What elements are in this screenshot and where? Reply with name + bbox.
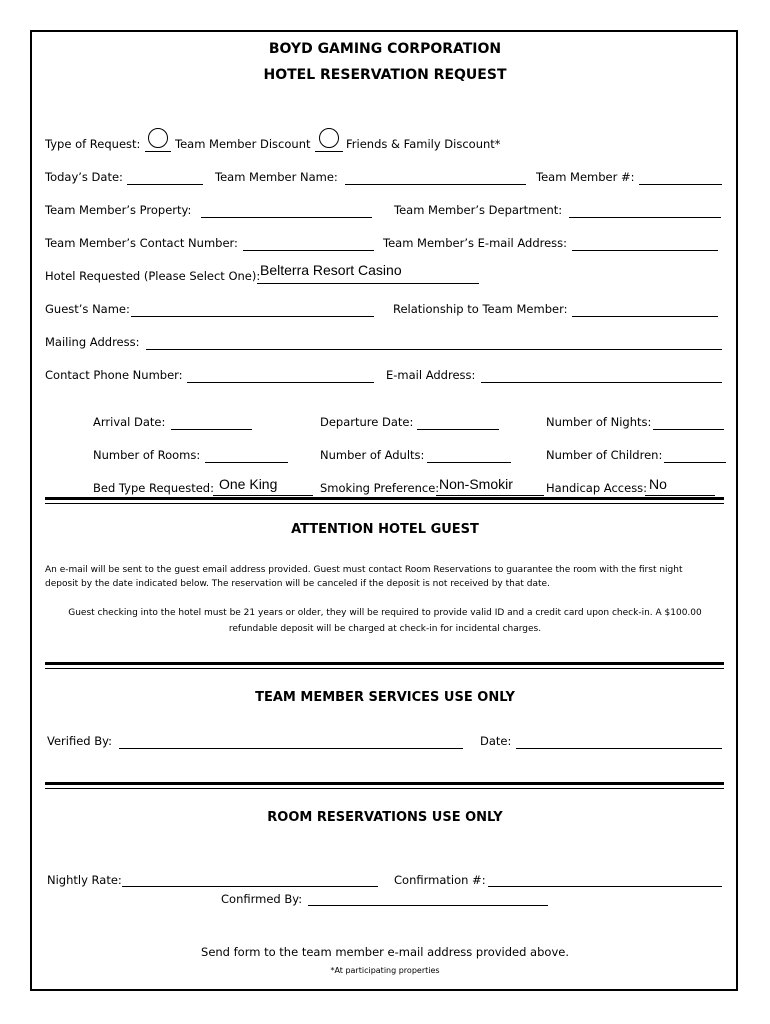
form-title: HOTEL RESERVATION REQUEST: [263, 67, 507, 83]
bed-type-field[interactable]: One King: [219, 476, 278, 492]
smoking-field[interactable]: Non-Smokir: [439, 476, 513, 492]
company-title: BOYD GAMING CORPORATION: [268, 41, 502, 57]
verified-by-field[interactable]: [119, 748, 463, 749]
handicap-line: [645, 495, 715, 496]
adults-field[interactable]: [427, 462, 511, 463]
nightly-rate-label: Nightly Rate:: [47, 873, 122, 887]
contact-number-field[interactable]: [243, 250, 374, 251]
attention-text-1: An e-mail will be sent to the guest email address provided. Guest must contact Room Reservations to guarantee the room with the first night: [45, 565, 683, 575]
team-member-number-label: Team Member #:: [536, 170, 635, 184]
divider-thick: [45, 782, 724, 785]
team-member-name-field[interactable]: [345, 184, 526, 185]
divider-thin: [45, 788, 724, 789]
verified-by-label: Verified By:: [47, 734, 112, 748]
contact-number-label: Team Member’s Contact Number:: [45, 236, 238, 250]
rr-title: ROOM RESERVATIONS USE ONLY: [267, 810, 503, 825]
relationship-label: Relationship to Team Member:: [393, 302, 568, 316]
property-label: Team Member’s Property:: [45, 203, 192, 217]
relationship-field[interactable]: [572, 316, 718, 317]
nightly-rate-field[interactable]: [122, 886, 378, 887]
confirmed-by-label: Confirmed By:: [221, 892, 303, 906]
nights-field[interactable]: [653, 429, 724, 430]
rooms-label: Number of Rooms:: [93, 448, 201, 462]
confirmation-label: Confirmation #:: [394, 873, 486, 887]
arrival-date-field[interactable]: [171, 429, 252, 430]
rooms-field[interactable]: [205, 462, 288, 463]
team-member-number-field[interactable]: [639, 184, 722, 185]
guest-email-label: E-mail Address:: [386, 368, 476, 382]
todays-date-label: Today’s Date:: [45, 170, 123, 184]
attention-text-4: refundable deposit will be charged at check-in for incidental charges.: [228, 624, 542, 634]
children-label: Number of Children:: [546, 448, 663, 462]
attention-text-3: Guest checking into the hotel must be 21 years or older, they will be required to provide valid ID and a credit card upon check-in. A $100.00: [68, 608, 702, 618]
hotel-label: Hotel Requested (Please Select One):: [45, 269, 261, 283]
tms-date-label: Date:: [480, 734, 512, 748]
nights-label: Number of Nights:: [546, 415, 652, 429]
hotel-field[interactable]: Belterra Resort Casino: [260, 262, 402, 278]
friends-discount-label: Friends & Family Discount*: [346, 137, 501, 151]
send-form-note: Send form to the team member e-mail address provided above.: [201, 945, 569, 959]
friends-discount-radio[interactable]: [319, 128, 339, 148]
team-discount-radio[interactable]: [148, 128, 168, 148]
team-discount-line: [145, 151, 171, 152]
contact-phone-label: Contact Phone Number:: [45, 368, 183, 382]
team-member-name-label: Team Member Name:: [215, 170, 338, 184]
email-field[interactable]: [572, 250, 718, 251]
mailing-address-label: Mailing Address:: [45, 335, 140, 349]
divider-thick: [45, 497, 724, 500]
mailing-address-field[interactable]: [146, 349, 722, 350]
bed-type-line: [213, 495, 313, 496]
bed-type-label: Bed Type Requested:: [93, 481, 214, 495]
handicap-field[interactable]: No: [649, 476, 667, 492]
smoking-line: [436, 495, 544, 496]
guest-name-label: Guest’s Name:: [45, 302, 130, 316]
departure-date-label: Departure Date:: [320, 415, 414, 429]
hotel-line: [257, 283, 479, 284]
tms-date-field[interactable]: [516, 748, 722, 749]
friends-discount-line: [315, 151, 343, 152]
adults-label: Number of Adults:: [320, 448, 425, 462]
departure-date-field[interactable]: [417, 429, 499, 430]
property-field[interactable]: [201, 217, 372, 218]
participating-note: *At participating properties: [330, 966, 440, 975]
team-discount-label: Team Member Discount: [175, 137, 311, 151]
tms-title: TEAM MEMBER SERVICES USE ONLY: [255, 690, 515, 705]
contact-phone-field[interactable]: [187, 382, 374, 383]
smoking-label: Smoking Preference:: [320, 481, 440, 495]
email-label: Team Member’s E-mail Address:: [383, 236, 568, 250]
department-field[interactable]: [569, 217, 721, 218]
handicap-label: Handicap Access:: [546, 481, 648, 495]
divider-thin: [45, 668, 724, 669]
guest-name-field[interactable]: [131, 316, 374, 317]
arrival-date-label: Arrival Date:: [93, 415, 166, 429]
type-of-request-label: Type of Request:: [45, 137, 141, 151]
guest-email-field[interactable]: [481, 382, 722, 383]
confirmed-by-field[interactable]: [308, 905, 548, 906]
todays-date-field[interactable]: [127, 184, 203, 185]
divider-thick: [45, 662, 724, 665]
confirmation-field[interactable]: [488, 886, 722, 887]
attention-text-2: deposit by the date indicated below. The reservation will be canceled if the deposit is not received by that date.: [45, 579, 550, 589]
department-label: Team Member’s Department:: [394, 203, 563, 217]
children-field[interactable]: [664, 462, 726, 463]
divider-thin: [45, 503, 724, 504]
attention-title: ATTENTION HOTEL GUEST: [291, 522, 479, 537]
